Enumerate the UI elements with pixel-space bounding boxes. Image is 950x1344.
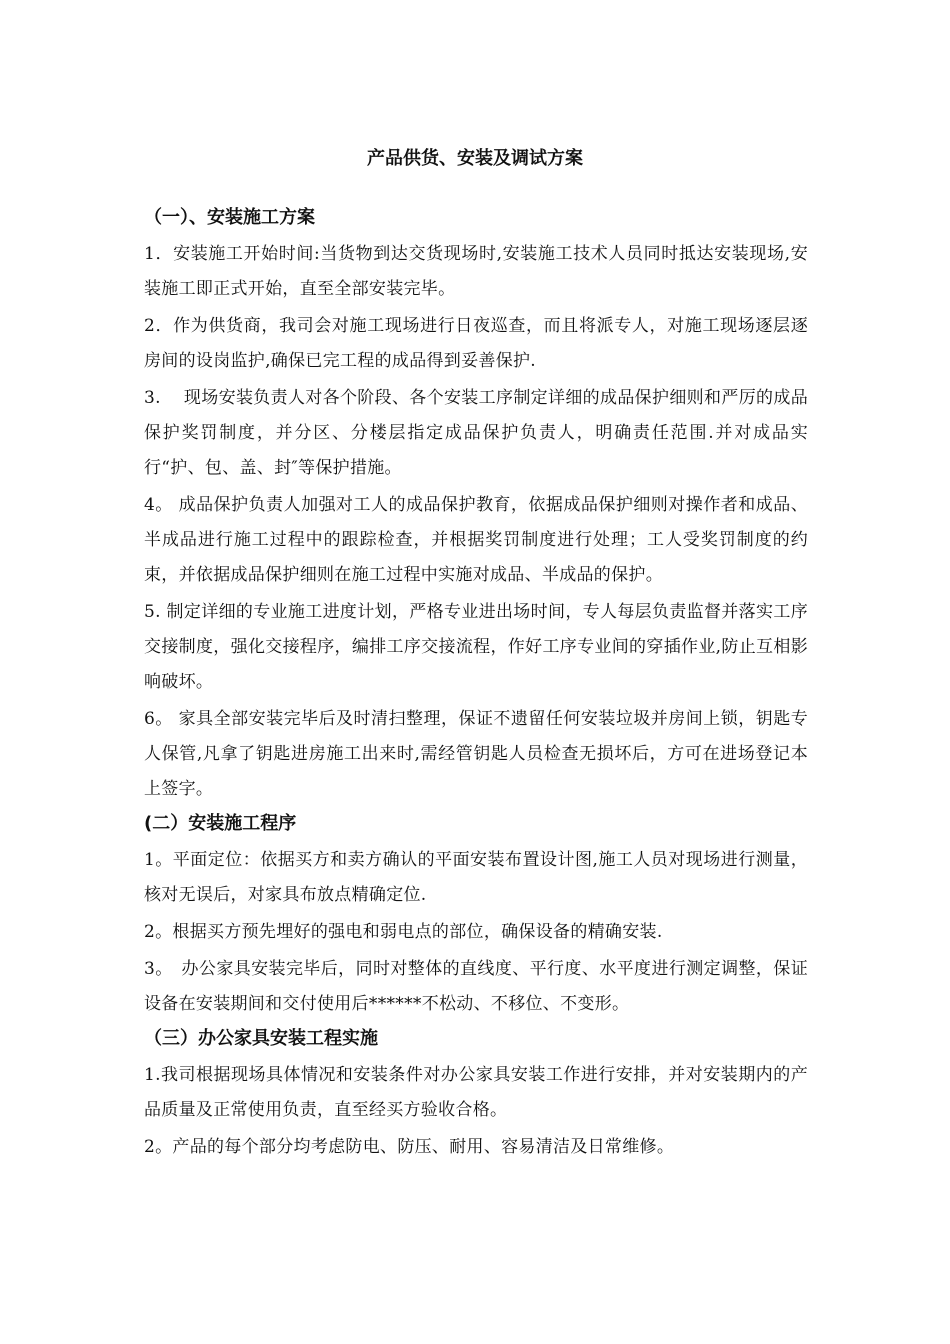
paragraph: 2．作为供货商，我司会对施工现场进行日夜巡查，而且将派专人，对施工现场逐层逐房间的设岗监护,确保已完工程的成品得到妥善保护. xyxy=(144,316,808,371)
paragraph: 1．安装施工开始时间:当货物到达交货现场时,安装施工技术人员同时抵达安装现场,安装施工即正式开始，直至全部安装完毕。 xyxy=(144,244,808,299)
paragraph: 1。平面定位：依据买方和卖方确认的平面安装布置设计图,施工人员对现场进行测量，核对无误后，对家具布放点精确定位. xyxy=(144,850,808,905)
paragraph: 6。 家具全部安装完毕后及时清扫整理，保证不遗留任何安装垃圾并房间上锁，钥匙专人保管,凡拿了钥匙进房施工出来时,需经管钥匙人员检查无损坏后，方可在进场登记本上签字。 xyxy=(144,709,808,799)
document-title: 产品供货、安装及调试方案 xyxy=(367,148,583,169)
section-heading-2: (二）安装施工程序 xyxy=(144,813,297,834)
paragraph: 2。产品的每个部分均考虑防电、防压、耐用、容易清洁及日常维修。 xyxy=(144,1137,675,1157)
paragraph: 2。根据买方预先埋好的强电和弱电点的部位，确保设备的精确安装. xyxy=(144,922,663,942)
document-body xyxy=(144,203,808,1167)
paragraph: 5. 制定详细的专业施工进度计划，严格专业进出场时间，专人每层负责监督并落实工序交接制度，强化交接程序，编排工序交接流程，作好工序专业间的穿插作业,防止互相影响破坏。 xyxy=(144,602,808,692)
paragraph: 4。 成品保护负责人加强对工人的成品保护教育，依据成品保护细则对操作者和成品、半成品进行施工过程中的跟踪检查，并根据奖罚制度进行处理；工人受奖罚制度的约束，并依据成品保护细则在施工过程中实施对成品、半成品的保护。 xyxy=(144,495,808,585)
section-heading-3: （三）办公家具安装工程实施 xyxy=(144,1028,378,1049)
paragraph: 1.我司根据现场具体情况和安装条件对办公家具安装工作进行安排，并对安装期内的产品质量及正常使用负责，直至经买方验收合格。 xyxy=(144,1065,808,1120)
section-heading-1: （一）、安装施工方案 xyxy=(144,207,315,228)
paragraph: 3. 现场安装负责人对各个阶段、各个安装工序制定详细的成品保护细则和严厉的成品保护奖罚制度，并分区、分楼层指定成品保护负责人，明确责任范围.并对成品实行“护、包、盖、封″等保护措施。 xyxy=(144,388,808,478)
paragraph: 3。 办公家具安装完毕后，同时对整体的直线度、平行度、水平度进行测定调整，保证设备在安装期间和交付使用后******不松动、不移位、不变形。 xyxy=(144,959,808,1014)
